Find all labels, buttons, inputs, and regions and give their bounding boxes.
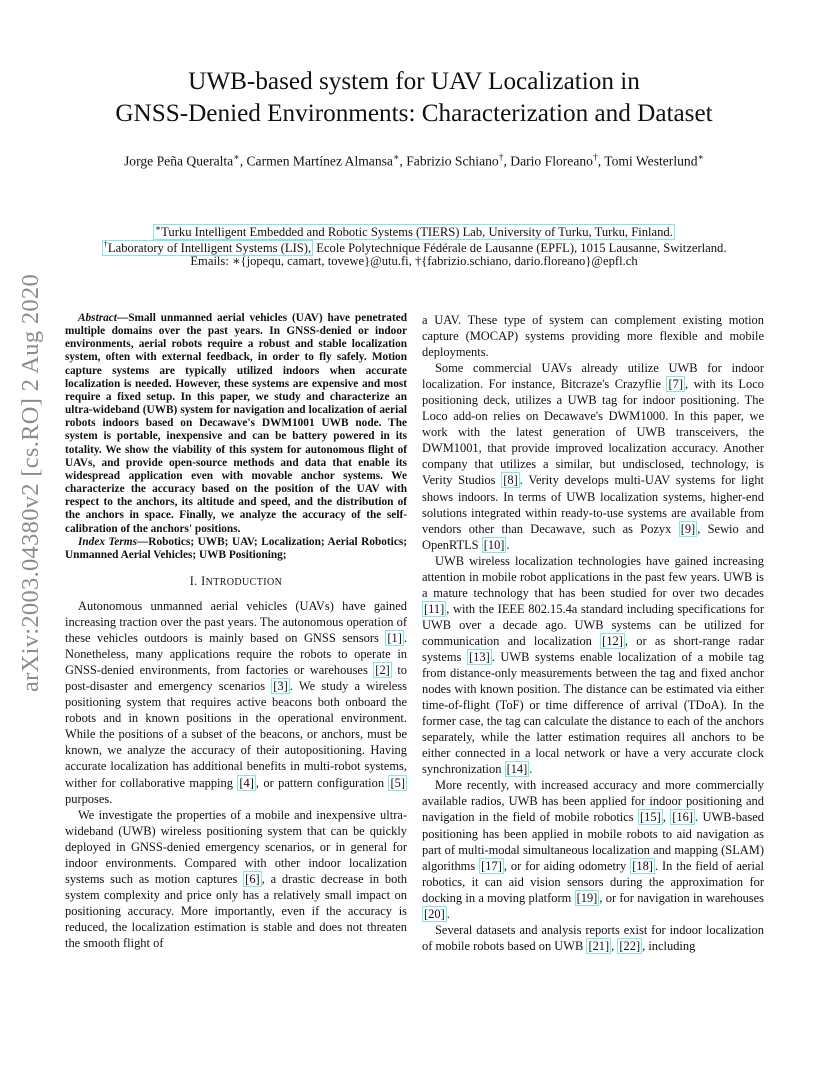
citation-link[interactable]: [12]: [602, 633, 623, 648]
intro-paragraph-5: [422, 777, 764, 921]
text-run: . UWB systems enable localization of a mobile tag from distance-only measurements between the tag and fixed anchor nodes with known position. The distance can be estimated via either time-of-flight (ToF) or time difference of arrival (TDoA). In the former case, the tag can calculate the distance to each of the anchors separately, while the latter estimation requires all anchors to be either connected in a local network or have a very accurate clock synchronization: [422, 649, 765, 777]
text-run: .: [506, 537, 510, 552]
affiliation-2-text: Ecole Polytechnique Fédérale de Lausanne (EPFL), 1015 Lausanne, Switzerland.: [313, 241, 727, 256]
text-run: . Nonetheless, many applications require the robots to operate in GNSS-denied environments, from factories or warehouses: [65, 631, 407, 678]
affiliation-2-mark: †: [103, 239, 108, 249]
author-4-mark: †: [592, 153, 598, 163]
arxiv-sidebar-stamp: [10, 273, 52, 693]
intro-paragraph-continued: a UAV. These type of system can complement existing motion capture (MOCAP) systems providing more flexible and mobile deployments.: [422, 313, 764, 360]
emails: Emails: ∗{jopequ, camart, tovewe}@utu.fi, †{fabrizio.schiano, dario.floreano}@epfl.ch: [190, 254, 638, 268]
text-run: , with the IEEE 802.15.4a standard including specifications for UWB over a decade ago. UWB systems can be utilized for communication and localization: [422, 601, 764, 648]
section-title-initial: I: [201, 573, 206, 588]
author-5: Tomi Westerlund: [604, 153, 698, 169]
index-terms-label: Index Terms: [78, 535, 137, 548]
text-run: , Sewio and OpenRTLS: [422, 521, 764, 552]
abstract: [65, 312, 407, 536]
intro-paragraph-4: [422, 553, 764, 778]
text-run: purposes.: [65, 791, 113, 806]
text-run: More recently, with increased accuracy and more commercially available radios, UWB has been applied for indoor positioning and navigation in the field of mobile robotics: [422, 778, 764, 825]
author-separator: ,: [239, 153, 247, 169]
citation-link[interactable]: [5]: [390, 775, 405, 790]
index-terms: [65, 536, 407, 562]
author-separator: ,: [597, 153, 605, 169]
citation-link[interactable]: [13]: [468, 649, 490, 664]
citation-link[interactable]: [2]: [375, 663, 390, 678]
author-list: [60, 152, 768, 170]
intro-paragraph-2: [65, 807, 407, 951]
text-run: .: [446, 906, 450, 921]
citation-link[interactable]: [17]: [481, 858, 502, 873]
citation-link[interactable]: [6]: [245, 871, 260, 886]
affiliation-1-mark: ∗: [155, 223, 162, 233]
citation-link[interactable]: [3]: [273, 679, 288, 694]
text-run: . We study a wireless positioning system that requires active beacons both onboard the robots and in known positions in the operational environment. While the positions of a subset of the beacons, or anchors, must be known, we analyze the accuracy of their autopositioning. Having accurate localization has additional benefits in multi-robot systems, wither for collaborative mapping: [65, 679, 407, 790]
left-column: [65, 312, 407, 951]
citation-link[interactable]: [9]: [680, 521, 696, 536]
text-run: . Verity develops multi-UAV systems for light shows indoors. In terms of UWB localization systems, higher-end solutions integrated within ready-to-use systems are available from vendors other than Decawave, such as Pozyx: [422, 473, 764, 536]
author-1-mark: ∗: [233, 153, 240, 163]
author-2-mark: ∗: [392, 153, 400, 163]
text-run: Several datasets and analysis reports exist for indoor localization of mobile robots based on UWB: [422, 922, 764, 953]
author-3-mark: †: [498, 153, 504, 163]
text-run: to post-disaster and emergency scenarios: [65, 663, 407, 694]
citation-link[interactable]: [20]: [424, 906, 445, 921]
author-1: Jorge Peña Queralta: [124, 153, 234, 169]
citation-link[interactable]: [18]: [632, 858, 653, 873]
citation-link[interactable]: [22]: [619, 938, 641, 953]
citation-link[interactable]: [14]: [506, 762, 528, 777]
intro-paragraph-1: [65, 598, 407, 807]
section-heading-introduction: [65, 573, 407, 591]
right-column: [422, 312, 764, 954]
text-run: .: [529, 762, 533, 777]
citation-link[interactable]: [15]: [640, 810, 661, 825]
index-terms-text: —Robotics; UWB; UAV; Localization; Aerial Robotics; Unmanned Aerial Vehicles; UWB Positioning;: [65, 535, 407, 561]
author-separator: ,: [399, 153, 407, 169]
author-5-mark: ∗: [697, 153, 704, 163]
author-2: Carmen Martínez Almansa: [246, 153, 393, 169]
author-4: Dario Floreano: [510, 153, 593, 169]
section-title-rest: NTRODUCTION: [205, 576, 283, 588]
affiliation-1-text: Turku Intelligent Embedded and Robotic Systems (TIERS) Lab, University of Turku, Turku, Finland.: [161, 225, 673, 240]
text-run: , a drastic decrease in both system complexity and price only has a relatively small impact on positioning accuracy. More importantly, even if the accuracy is reduced, the localization estimation is stable and does not threaten the smooth flight of: [65, 871, 407, 950]
author-3: Fabrizio Schiano: [406, 153, 499, 169]
text-run: , or pattern configuration: [255, 775, 389, 790]
text-run: ,: [662, 810, 671, 825]
abstract-text: —Small unmanned aerial vehicles (UAV) have penetrated multiple domains over the past years. In GNSS-denied or indoor environments, aerial robots require a robust and stable localization system, often with external feedback, in order to fly safely. Motion capture systems are typically utilized indoors when accurate localization is needed. However, these systems are expensive and most require a fixed setup. In this paper, we study and characterize an ultra-wideband (UWB) system for navigation and localization of aerial robots indoors based on Decawave's DWM1001 UWB node. The system is portable, inexpensive and can be battery powered in its totality. We show the viability of this system for autonomous flight of UAVs, and provide open-source methods and data that enable its widespread application even with movable anchor systems. We characterize the accuracy based on the position of the UAV with respect to the anchors, its altitude and speed, and the distribution of the anchors in space. Finally, we analyze the accuracy of the self-calibration of the anchors' positions.: [65, 312, 407, 535]
abstract-label: Abstract: [78, 312, 117, 324]
arxiv-id[interactable]: arXiv:2003.04380v2 [cs.RO] 2 Aug 2020: [17, 273, 44, 693]
intro-paragraph-6: [422, 922, 764, 954]
citation-link[interactable]: [1]: [387, 631, 402, 646]
text-run: , with its Loco positioning deck, utilizes a UWB tag for indoor positioning. The Loco add-on relies on Decawave's DWM1000. In this paper, we work with the latest generation of UWB transceivers, the DWM1001, that provide improved localization accuracy. Another company that utilizes a similar, but undisclosed, technology, is Verity Studios: [422, 377, 764, 488]
text-run: ,: [611, 938, 618, 953]
citation-link[interactable]: [10]: [483, 537, 505, 552]
text-run: UWB wireless localization technologies have gained increasing attention in mobile robot applications in the past few years. UWB is a mature technology that has been studied for over two decades: [422, 553, 764, 600]
citation-link[interactable]: [7]: [668, 377, 683, 392]
paper-title: [60, 66, 768, 130]
intro-paragraph-3: [422, 360, 764, 553]
affiliation-2-link-text: Laboratory of Intelligent Systems (LIS),: [107, 241, 312, 256]
citation-link[interactable]: [19]: [576, 890, 598, 905]
section-number: I.: [189, 573, 202, 588]
text-run: , or for navigation in warehouses: [599, 890, 764, 905]
citation-link[interactable]: [16]: [672, 810, 694, 825]
text-run: Autonomous unmanned aerial vehicles (UAVs) have gained increasing traction over the past years. The autonomous operation of these vehicles outdoors is mainly based on GNSS sensors: [65, 599, 407, 646]
citation-link[interactable]: [4]: [239, 775, 254, 790]
title-line-2: GNSS-Denied Environments: Characterization and Dataset: [115, 100, 713, 127]
text-run: Some commercial UAVs already utilize UWB for indoor localization. For instance, Bitcraze's Crazyflie: [422, 361, 764, 392]
text-run: . In the field of aerial robotics, it can aid vision sensors during the approximation for docking in a moving platform: [422, 858, 764, 905]
author-separator: ,: [503, 153, 511, 169]
citation-link[interactable]: [21]: [588, 938, 610, 953]
text-run: , or for aiding odometry: [503, 858, 631, 873]
title-line-1: UWB-based system for UAV Localization in: [188, 68, 640, 95]
citation-link[interactable]: [11]: [424, 601, 445, 616]
citation-link[interactable]: [8]: [503, 473, 518, 488]
text-run: . UWB-based positioning has been applied in mobile robots to aid navigation as part of multi-modal simultaneous localization and mapping (SLAM) algorithms: [422, 810, 765, 873]
text-run: , or as short-range radar systems: [422, 633, 765, 664]
text-run: , including: [642, 938, 696, 953]
text-run: We investigate the properties of a mobile and inexpensive ultra-wideband (UWB) wireless positioning system that can be quickly deployed in GNSS-denied emergency scenarios, or in general for indoor environments. Compared with other indoor localization systems such as motion captures: [65, 807, 407, 886]
